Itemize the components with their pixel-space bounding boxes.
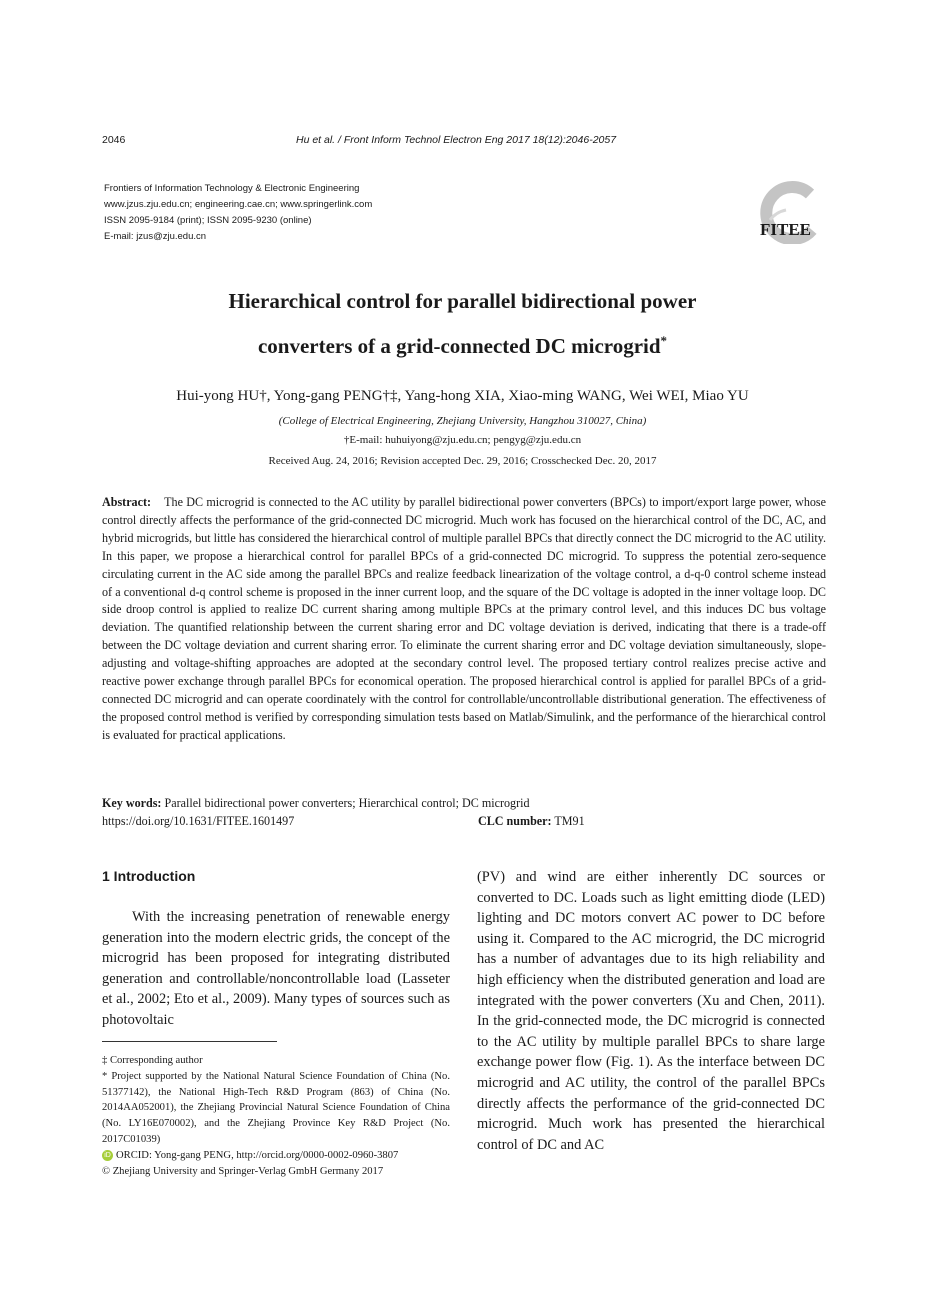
journal-issn: ISSN 2095-9184 (print); ISSN 2095-9230 (online) [104, 215, 312, 226]
journal-info [104, 181, 372, 245]
page-number: 2046 [102, 134, 126, 146]
journal-email: E-mail: jzus@zju.edu.cn [104, 231, 207, 242]
title-line-1: Hierarchical control for parallel bidirectional power [228, 289, 697, 313]
title-footnote-mark: * [660, 333, 668, 348]
intro-right-column: (PV) and wind are either inherently DC sources or converted to DC. Loads such as light emitting diode (LED) lighting and DC motors convert AC power to DC before using it. Compared to the AC microgrid, the DC microgrid has a number of advantages due to its high reliability and high efficiency when the distributed generation and load are integrated with the power converters (Xu and Chen, 2011). In the grid-connected mode, the DC microgrid is connected to the AC utility by multiple parallel BPCs to share large exchange power flow (Fig. 1). As the interface between DC microgrid and AC utility, the control of the parallel BPCs directly affects the performance of the grid-connected DC microgrid. Much work has presented the hierarchical control of DC and AC [477, 869, 825, 1153]
footnote-corresponding: ‡ Corresponding author [102, 1055, 203, 1066]
footnote-copyright: © Zhejiang University and Springer-Verlag GmbH Germany 2017 [102, 1165, 384, 1177]
footnote-divider [102, 1041, 277, 1042]
keywords-label: Key words: [102, 796, 162, 810]
intro-left-column: With the increasing penetration of renewable energy generation into the modern electric grids, the concept of the microgrid has been proposed for integrating distributed generation and controllable/noncontrollable load (Lasseter et al., 2002; Eto et al., 2009). Many types of sources such as photovoltaic [102, 909, 450, 1028]
clc-number [478, 814, 585, 829]
footnote-project: * Project supported by the National Natural Science Foundation of China (No. 51377142), the National High-Tech R&D Program (863) of China (No. 2014AA052001), the Zhejiang Provincial Natural Science Foundation of China (No. LY16E070002), and the Zhejiang Province Key R&D Project (No. 2017C01039) [102, 1070, 450, 1145]
doi-link[interactable]: https://doi.org/10.1631/FITEE.1601497 [102, 814, 295, 828]
abstract-label: Abstract: [102, 495, 152, 509]
author-list: Hui-yong HU†, Yong-gang PENG†‡, Yang-hong XIA, Xiao-ming WANG, Wei WEI, Miao YU [176, 388, 749, 404]
orcid-icon: iD [102, 1150, 113, 1161]
footnote-orcid-text: ORCID: Yong-gang PENG, http://orcid.org/0000-0002-0960-3807 [116, 1149, 399, 1161]
journal-websites: www.jzus.zju.edu.cn; engineering.cae.cn; www.springerlink.com [104, 199, 373, 210]
author-emails: †E-mail: huhuiyong@zju.edu.cn; pengyg@zju.edu.cn [343, 434, 582, 446]
keywords-text: Parallel bidirectional power converters; Hierarchical control; DC microgrid [164, 796, 530, 810]
title-line-2 [60, 321, 865, 366]
footnotes [102, 1053, 450, 1179]
paper-title [60, 282, 865, 366]
affiliation: (College of Electrical Engineering, Zhejiang University, Hangzhou 310027, China) [278, 415, 647, 427]
received-dates: Received Aug. 24, 2016; Revision accepted Dec. 29, 2016; Crosschecked Dec. 20, 2017 [268, 455, 657, 467]
section-heading-introduction: 1 Introduction [102, 868, 196, 884]
keywords [102, 796, 530, 811]
journal-name: Frontiers of Information Technology & Electronic Engineering [104, 183, 360, 194]
clc-label: CLC number: [478, 814, 552, 828]
running-header: Hu et al. / Front Inform Technol Electron Eng 2017 18(12):2046-2057 [296, 134, 617, 146]
logo-text: FITEE [760, 220, 812, 239]
abstract [102, 494, 826, 745]
abstract-text: The DC microgrid is connected to the AC utility by parallel bidirectional power converters (BPCs) to import/export large power, whose control directly affects the performance of the grid-connected DC microgrid. Much work has focused on the hierarchical control of the DC, AC, and hybrid microgrids, but little has considered the hierarchical control of multiple parallel BPCs that directly connect the DC microgrid to the AC utility. In this paper, we propose a hierarchical control for parallel BPCs of a grid-connected DC microgrid. To suppress the potential zero-sequence circulating current in the AC side among the parallel BPCs and realize feedback linearization of the voltage control, a d-q-0 control scheme instead of a conventional d-q control scheme is proposed in the inner current loop, and the square of the DC voltage is adopted in the inner voltage loop. DC side droop control is applied to realize DC current sharing among multiple BPCs at the primary control level, and this induces DC bus voltage deviation. The quantified relationship between the current sharing error and DC voltage deviation is derived, indicating that there is a trade-off between the DC voltage deviation and current sharing error. To eliminate the current sharing error and DC voltage deviation simultaneously, slope-adjusting and voltage-shifting approaches are adopted at the secondary control level. The proposed tertiary control realizes precise active and reactive power exchange through parallel BPCs for economical operation. The proposed hierarchical control is applied for parallel BPCs of a grid-connected DC microgrid and can operate coordinately with the control for controllable/uncontrollable distributional generation. The effectiveness of the proposed control method is verified by corresponding simulation tests based on Matlab/Simulink, and the performance of the hierarchical control is evaluated for practical applications. [102, 495, 826, 742]
footnote-orcid [102, 1148, 450, 1164]
clc-value: TM91 [554, 814, 585, 828]
title-line-2-text: converters of a grid-connected DC microgrid [257, 334, 661, 358]
fitee-logo [758, 180, 824, 244]
